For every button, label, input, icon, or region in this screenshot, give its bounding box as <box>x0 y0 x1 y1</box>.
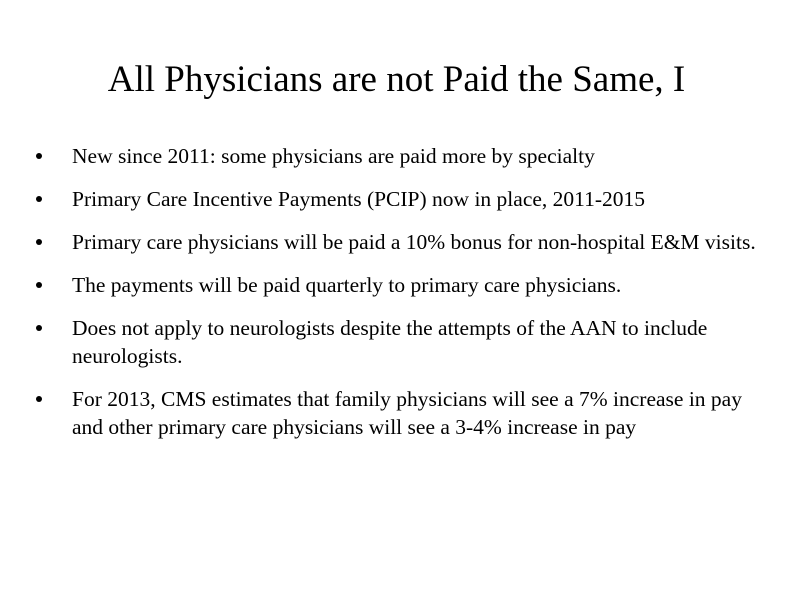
bullet-dot-icon <box>36 153 42 159</box>
bullet-item <box>30 228 770 256</box>
bullet-text: Does not apply to neurologists despite the attempts of the AAN to include neurologists. <box>72 316 708 368</box>
bullet-dot-icon <box>36 196 42 202</box>
slide-title: All Physicians are not Paid the Same, I <box>107 59 686 100</box>
bullet-text: The payments will be paid quarterly to primary care physicians. <box>72 273 622 297</box>
bullet-list <box>30 142 770 456</box>
bullet-text: New since 2011: some physicians are paid more by specialty <box>72 144 595 168</box>
bullet-item <box>30 385 770 441</box>
bullet-text: For 2013, CMS estimates that family physicians will see a 7% increase in pay and other primary care physicians will see a 3-4% increase in pay <box>72 387 742 439</box>
bullet-item <box>30 142 770 170</box>
bullet-text: Primary care physicians will be paid a 10% bonus for non-hospital E&M visits. <box>72 230 756 254</box>
bullet-item <box>30 185 770 213</box>
bullet-text: Primary Care Incentive Payments (PCIP) now in place, 2011-2015 <box>72 187 646 211</box>
bullet-dot-icon <box>36 325 42 331</box>
bullet-dot-icon <box>36 239 42 245</box>
bullet-dot-icon <box>36 396 42 402</box>
bullet-item <box>30 314 770 370</box>
bullet-item <box>30 271 770 299</box>
bullet-dot-icon <box>36 282 42 288</box>
